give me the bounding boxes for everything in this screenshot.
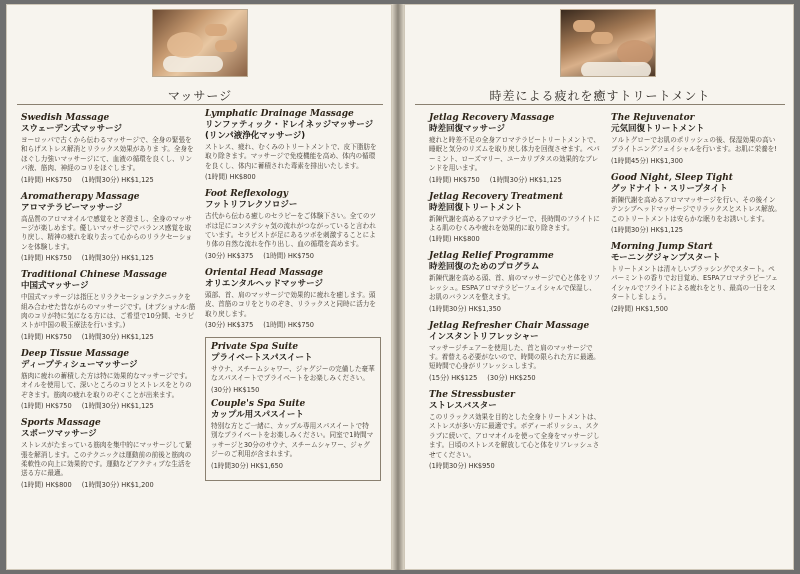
price: (1時間) HK$750 [21, 402, 72, 411]
treatment-prices [429, 373, 601, 383]
treatment-name-en: Traditional Chinese Massage [21, 270, 167, 281]
treatment-name-jp: フットリフレクソロジー [205, 200, 298, 211]
suite-item [211, 342, 375, 395]
section-title-massage: マッサージ [167, 89, 233, 103]
treatment-prices [21, 253, 197, 263]
treatment-name-en: The Rejuvenator [611, 113, 695, 123]
treatment-name-en: Jetlag Recovery Treatment [429, 191, 564, 202]
towel-shape [163, 56, 223, 72]
treatment-name-en: The Stressbuster [429, 389, 515, 400]
suite-description: 特別な方とご一緒に、カップル専用スパスイートで特別なプライベートをお楽しみください。同室で1時間マッサージと30分のサウナ、スチームシャワー、ジャグジーのご利用が含まれます。 [211, 421, 374, 459]
treatment-prices [611, 225, 781, 235]
treatment-description: 新陳代謝を高めるアロママッサージを行い、その後インテンシブヘッドマッサージでリラックスとストレス解放。このトリートメントは安らかな眠りをお誘いします。 [611, 195, 781, 223]
price: (1時間30分) HK$1,125 [81, 332, 154, 341]
price: (1時間30分) HK$1,125 [81, 402, 154, 411]
treatment-name-en: Good Night, Sleep Tight [611, 172, 733, 183]
treatment-name-en: Swedish Massage [21, 113, 110, 123]
treatment-name-en: Jetlag Relief Programme [429, 251, 554, 262]
treatment-item [429, 390, 601, 471]
treatment-item [21, 270, 197, 342]
treatment-item [205, 189, 381, 261]
treatment-name-jp: スウェーデン式マッサージ [21, 124, 122, 134]
suite-prices [211, 385, 375, 395]
price: (1時間30分) HK$1,125 [81, 254, 154, 263]
treatment-item [611, 113, 781, 166]
treatment-prices [429, 175, 601, 185]
treatment-name-en: Sports Massage [21, 418, 101, 429]
treatment-name-jp: インスタントリフレッシャー [429, 331, 539, 342]
title-divider [415, 104, 785, 105]
left-column-2 [205, 109, 381, 481]
treatment-name-jp: 中国式マッサージ [21, 281, 89, 292]
price: (15分) HK$125 [429, 373, 478, 382]
treatment-item [205, 268, 381, 330]
left-page [6, 4, 392, 570]
price: (1時間30分) HK$1,350 [429, 304, 501, 313]
face-shape [167, 32, 203, 58]
treatment-prices [205, 320, 381, 330]
treatment-description: 中国式マッサージは指圧とリラクセーションテクニックを組み合わせた昔ながらのマッサージです。(オプショナル:筋肉のコリが特に気になる方には、ご希望で10分間、セラピストが中国の吸玉療法を行います。) [21, 293, 196, 330]
price: (1時間45分) HK$1,300 [611, 156, 683, 165]
price: (1時間) HK$750 [263, 321, 314, 330]
title-divider [17, 104, 383, 105]
treatment-name-jp: リンファティック・ドレイネッジマッサージ (リンパ液浄化マッサージ) [205, 120, 374, 141]
treatment-description: トリートメントは清々しいブラッシングでスタート。ペパーミントの香りでお目覚め、ESPAアロマテラピーフェイシャルでフライトによる疲れをとり、最高の一日をスタートしましょう。 [611, 265, 778, 302]
right-page [404, 4, 794, 570]
treatment-prices [611, 156, 781, 166]
book-spine [392, 4, 404, 570]
treatment-item [611, 242, 781, 314]
price: (1時間) HK$750 [21, 332, 72, 341]
treatment-prices [429, 234, 601, 244]
treatment-item [205, 109, 381, 182]
suite-name-en: Private Spa Suite [211, 342, 299, 353]
treatment-prices [21, 401, 197, 411]
treatment-description: 疲れと時差不足の全身アロマテラピートリートメントで、睡眠と気分のリズムを取り戻し体力を回復させます。ペパーミント、ローズマリー、ユーカリプタスの効果的なブレンドを用います。 [429, 136, 600, 173]
treatment-description: マッサージチェアーを使用した、首と肩のマッサージです。着替える必要がないので、時間の限られた方に最適。短時間で心身がリフレッシュします。 [429, 343, 600, 371]
treatment-name-jp: 時差回復マッサージ [429, 124, 505, 134]
treatment-name-en: Oriental Head Massage [205, 267, 324, 278]
treatment-prices [429, 304, 601, 314]
treatment-name-jp: 時差回復のためのプログラム [429, 262, 540, 273]
hand-shape [205, 24, 227, 36]
massage-photo [152, 9, 248, 77]
price: (1時間) HK$750 [263, 251, 314, 260]
treatment-description: 筋肉に疲れの蓄積した方は特に効果的なマッサージです。オイルを使用して、深いところのコリとストレスをとりのぞきます。筋肉の疲れを取りのぞくことが出来ます。 [21, 371, 192, 399]
towel-shape [581, 62, 651, 77]
price: (1時間30分) HK$1,125 [489, 175, 562, 184]
suite-name-jp: プライベートスパスイート [211, 353, 313, 364]
price: (1時間30分) HK$950 [429, 461, 495, 470]
suite-description: サウナ、スチームシャワー、ジャグジーの完備した豪華なスパスイートでプライベートをお楽しみください。 [211, 365, 375, 383]
treatment-description: このリラックス効果を目的とした全身トリートメントは、ストレスが多い方に最適です。ボディーポリッシュ、スクラブに続いて、アロマオイルを使って全身をマッサージします。日頃のストレスを解放して心と体をリフレッシュさせてください。 [429, 412, 601, 459]
treatment-name-en: Lymphatic Drainage Massage [205, 109, 354, 119]
treatment-item [21, 192, 197, 264]
spa-suite-box [205, 337, 381, 480]
treatment-item [21, 418, 197, 490]
treatment-item [429, 321, 601, 383]
suite-prices [211, 461, 375, 471]
treatment-name-en: Aromatherapy Massage [21, 191, 140, 202]
price: (1時間) HK$750 [21, 175, 72, 184]
price: (1時間30分) HK$1,125 [81, 175, 154, 184]
treatment-prices [21, 332, 197, 342]
treatment-name-jp: 時差回復トリートメント [429, 202, 523, 213]
treatment-description: ヨーロッパで古くから伝わるマッサージで、全身の緊張を和らげストレス解消とリラックス効果がありま す。全身をほぐし力強いマッサージにて、血液の循環を良くし、リンパ液、筋肉、神経のコリをほぐします。 [21, 136, 194, 173]
treatment-name-en: Jetlag Refresher Chair Massage [429, 320, 590, 331]
treatment-prices [205, 251, 381, 261]
treatment-prices [21, 175, 197, 185]
treatment-name-jp: アロマテラピーマッサージ [21, 202, 123, 213]
price: (30分) HK$375 [205, 251, 254, 260]
treatment-name-jp: オリエンタルヘッドマッサージ [205, 278, 323, 289]
treatment-name-jp: グッドナイト・スリープタイト [611, 183, 728, 194]
price: (1時間30分) HK$1,650 [211, 461, 283, 470]
treatment-name-jp: スポーツマッサージ [21, 429, 97, 440]
price: (1時間) HK$750 [429, 175, 480, 184]
treatment-name-jp: ディープティシューマッサージ [21, 359, 138, 370]
treatment-item [21, 113, 197, 185]
treatment-description: ストレスがたまっている筋肉を集中的にマッサージして緊張を解消します。このテクニックは運動前の前後と筋肉の柔軟性の向上に効果的です。運動などアクティブな生活を送る方に最適。 [21, 441, 192, 478]
treatment-item [429, 113, 601, 185]
treatment-name-jp: 元気回復トリートメント [611, 124, 705, 134]
right-column-2 [611, 113, 781, 321]
price: (30分) HK$150 [211, 385, 260, 394]
price: (1時間) HK$800 [205, 173, 256, 182]
price: (1時間) HK$800 [21, 480, 72, 489]
treatment-description: ソルトグローでお肌のポリッシュの後、保湿効果の高いブライトニングフェイシャルを行います。お肌に栄養を! [611, 136, 777, 154]
treatment-description: 新陳代謝を高める頭、首、肩のマッサージで心と体をリフレッシュ。ESPAアロマテラピーフェイシャルで保湿し、お肌のバランスを整えます。 [429, 274, 601, 302]
treatment-prices [429, 461, 601, 471]
hand-shape [215, 40, 237, 52]
treatment-name-en: Jetlag Recovery Massage [429, 113, 555, 123]
treatment-prices [205, 172, 381, 182]
suite-name-jp: カップル用スパスイート [211, 409, 304, 420]
treatment-prices [611, 304, 781, 314]
treatment-item [611, 173, 781, 235]
price: (1時間30分) HK$1,125 [611, 226, 683, 235]
treatment-description: 新陳代謝を高めるアロマテラピーで、長時間のフライトによる肌のむくみや疲れを効果的に取り除きます。 [429, 214, 600, 233]
treatment-description: 頭部、首、肩のマッサージで効果的に疲れを癒します。頭皮、首筋のコリをとりのぞき、リラックスと同時に活力を取り戻します。 [205, 290, 376, 318]
treatment-name-jp: ストレスバスター [429, 400, 497, 411]
suite-name-en: Couple's Spa Suite [211, 398, 306, 409]
hand-shape [591, 32, 613, 44]
treatment-name-en: Foot Reflexology [205, 189, 288, 200]
price: (1時間) HK$800 [429, 235, 480, 244]
treatment-item [429, 251, 601, 313]
treatment-description: 古代から伝わる癒しのセラピーをご体験下さい。全てのツボは足にコンステシャ気の流れがつながっていると言われています。セラピストが足にあるツボを刺激することにより体の自然な流れを作り出し、血の循環を高めます。 [205, 212, 377, 249]
suite-item [211, 399, 375, 471]
right-column-1 [429, 113, 601, 478]
treatment-description: 高品質のアロマオイルで感覚をとぎ澄まし、全身のマッサージが楽しめます。優しいマッサージでバランス感覚を取り戻し、精神の疲れを取り去って心からのリラクセーションを体験します。 [21, 214, 192, 251]
price: (1時間30分) HK$1,200 [81, 480, 154, 489]
price: (1時間) HK$750 [21, 254, 72, 263]
treatment-name-en: Deep Tissue Massage [21, 348, 130, 359]
treatment-name-en: Morning Jump Start [611, 242, 713, 253]
price: (2時間) HK$1,500 [611, 304, 668, 313]
section-title-jetlag: 時差による疲れを癒すトリートメント [489, 89, 711, 103]
massage-photo-man [560, 9, 656, 77]
treatment-description: ストレス、疲れ、むくみのトリートメントで、皮下脂肪を取り除きます。マッサージで免疫機能を高め、体内の循環を良くし、体内に蓄積された毒素を排出いたします。 [205, 143, 377, 170]
treatment-item [429, 192, 601, 245]
treatment-item [21, 349, 197, 411]
treatment-prices [21, 480, 197, 490]
hand-shape [573, 20, 595, 32]
price: (30分) HK$375 [205, 321, 254, 330]
price: (30分) HK$250 [487, 373, 536, 382]
left-column-1 [21, 113, 197, 497]
treatment-name-jp: モーニングジャンプスタート [611, 253, 721, 264]
